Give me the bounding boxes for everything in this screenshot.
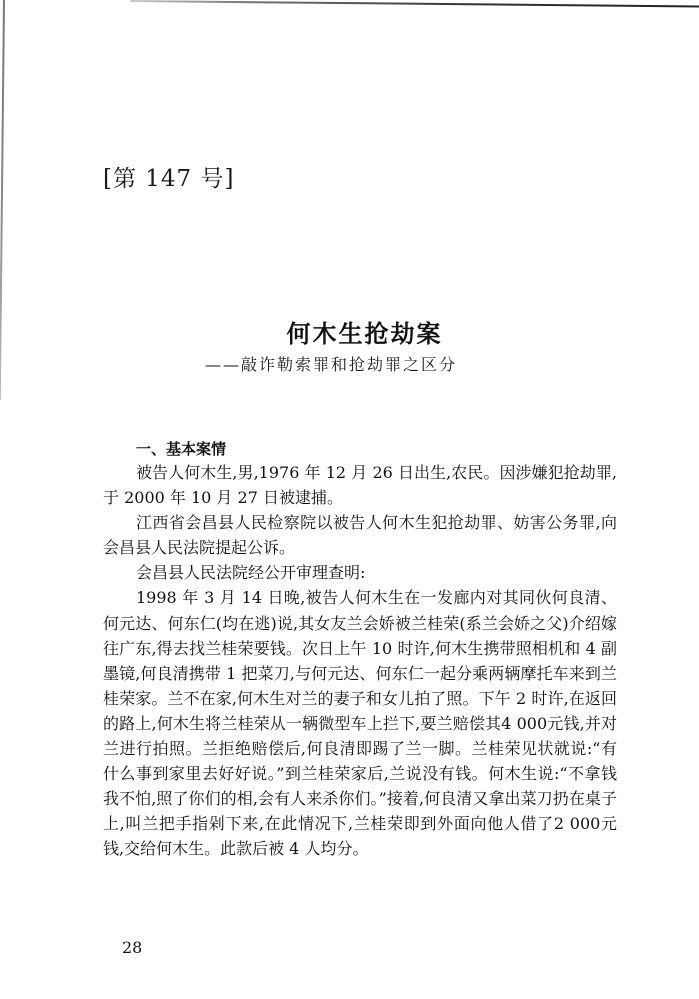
body-text — [103, 460, 617, 862]
case-number: [第 147 号] — [103, 166, 235, 192]
section-heading: 一、基本案情 — [136, 440, 227, 458]
paragraph-case-facts: 1998 年 3 月 14 日晚,被告人何木生在一发廊内对其同伙何良清、何元达、何东仁(均在逃)说,其女友兰会娇被兰桂荣(系兰会娇之父)介绍嫁往广东,得去找兰桂荣要钱。次日上午 10 时许,何木生携带照相机和 4 副墨镜,何良清携带 1 把菜刀,与何元达、何东仁一起分乘两辆摩托车来到兰桂荣家。兰不在家,何木生对兰的妻子和女儿拍了照。下午 2 时许,在返回的路上,何木生将兰桂荣从一辆微型车上拦下,要兰赔偿其4 000元钱,并对兰进行拍照。兰拒绝赔偿后,何良清即踢了兰一脚。兰桂荣见状就说:“有什么事到家里去好好说。”到兰桂荣家后,兰说没有钱。何木生说:“不拿钱我不怕,照了你们的相,会有人来杀你们。”接着,何良清又拿出菜刀扔在桌子上,叫兰把手指剁下来,在此情况下,兰桂荣即到外面向他人借了2 000元钱,交给何木生。此款后被 4 人均分。 — [103, 588, 617, 859]
paragraph-prosecution: 江西省会昌县人民检察院以被告人何木生犯抢劫罪、妨害公务罪,向会昌县人民法院提起公诉。 — [103, 513, 617, 558]
paragraph-defendant-info: 被告人何木生,男,1976 年 12 月 26 日出生,农民。因涉嫌犯抢劫罪,于 2000 年 10 月 27 日被逮捕。 — [103, 463, 617, 508]
page-number: 28 — [122, 938, 143, 957]
paragraph-court-finding-intro: 会昌县人民法院经公开审理查明: — [136, 563, 366, 583]
case-subtitle: ——敲诈勒索罪和抢劫罪之区分 — [205, 355, 458, 374]
scan-edge-top — [130, 0, 699, 7]
case-title: 何木生抢劫案 — [286, 320, 443, 348]
